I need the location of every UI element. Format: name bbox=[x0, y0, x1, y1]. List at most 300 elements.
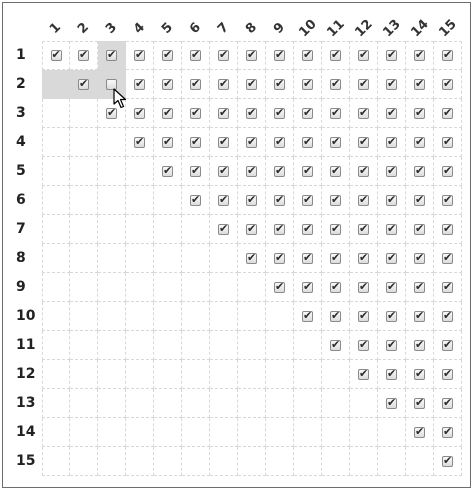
matrix-cell bbox=[126, 244, 154, 273]
matrix-cell[interactable] bbox=[378, 360, 406, 389]
matrix-cell[interactable] bbox=[98, 41, 126, 70]
matrix-cell[interactable] bbox=[350, 215, 378, 244]
matrix-cell bbox=[294, 418, 322, 447]
matrix-cell[interactable] bbox=[322, 273, 350, 302]
matrix-cell bbox=[42, 157, 70, 186]
checkbox-r1-c2[interactable] bbox=[78, 50, 89, 61]
matrix-cell[interactable] bbox=[294, 41, 322, 70]
checkbox-r5-c5[interactable] bbox=[162, 166, 173, 177]
matrix-cell bbox=[322, 360, 350, 389]
checkbox-r1-c1[interactable] bbox=[51, 50, 62, 61]
row-header-10: 10 bbox=[16, 308, 36, 324]
column-header-14 bbox=[406, 12, 434, 44]
row-header-11: 11 bbox=[16, 337, 36, 353]
matrix-cell bbox=[154, 331, 182, 360]
matrix-cell[interactable] bbox=[154, 41, 182, 70]
matrix-cell bbox=[182, 360, 210, 389]
matrix-cell[interactable] bbox=[350, 273, 378, 302]
checkbox-r7-c15[interactable] bbox=[442, 224, 453, 235]
matrix-cell[interactable] bbox=[322, 41, 350, 70]
matrix-cell[interactable] bbox=[154, 157, 182, 186]
matrix-cell[interactable] bbox=[434, 41, 462, 70]
checkbox-r2-c9[interactable] bbox=[274, 79, 285, 90]
matrix-cell[interactable] bbox=[182, 41, 210, 70]
checkbox-r3-c12[interactable] bbox=[358, 108, 369, 119]
checkbox-r1-c3[interactable] bbox=[106, 50, 117, 61]
checkbox-r5-c15[interactable] bbox=[442, 166, 453, 177]
checkbox-r12-c15[interactable] bbox=[442, 369, 453, 380]
matrix-cell[interactable] bbox=[378, 41, 406, 70]
matrix-cell[interactable] bbox=[378, 186, 406, 215]
checkbox-r1-c10[interactable] bbox=[302, 50, 313, 61]
checkbox-r3-c14[interactable] bbox=[414, 108, 425, 119]
matrix-cell[interactable] bbox=[294, 273, 322, 302]
matrix-cell bbox=[378, 447, 406, 476]
checkbox-r4-c6[interactable] bbox=[190, 137, 201, 148]
checkbox-r9-c9[interactable] bbox=[274, 282, 285, 293]
checkbox-r9-c12[interactable] bbox=[358, 282, 369, 293]
matrix-cell[interactable] bbox=[406, 244, 434, 273]
checkbox-r3-c13[interactable] bbox=[386, 108, 397, 119]
checkbox-r11-c15[interactable] bbox=[442, 340, 453, 351]
column-header-label: 8 bbox=[243, 19, 261, 37]
row-header-14: 14 bbox=[16, 424, 36, 440]
checkbox-r7-c12[interactable] bbox=[358, 224, 369, 235]
checkbox-r2-c4[interactable] bbox=[134, 79, 145, 90]
matrix-cell[interactable] bbox=[378, 302, 406, 331]
checkbox-r2-c2[interactable] bbox=[78, 79, 89, 90]
checkbox-r12-c13[interactable] bbox=[386, 369, 397, 380]
checkbox-r13-c15[interactable] bbox=[442, 398, 453, 409]
checkbox-r6-c13[interactable] bbox=[386, 195, 397, 206]
column-header-label: 5 bbox=[159, 19, 177, 37]
checkbox-r10-c14[interactable] bbox=[414, 311, 425, 322]
matrix-cell[interactable] bbox=[182, 157, 210, 186]
matrix-cell[interactable] bbox=[210, 157, 238, 186]
column-header-5 bbox=[154, 12, 182, 44]
matrix-cell[interactable] bbox=[70, 41, 98, 70]
matrix-cell[interactable] bbox=[378, 128, 406, 157]
matrix-cell[interactable] bbox=[182, 186, 210, 215]
matrix-cell bbox=[42, 447, 70, 476]
matrix-cell[interactable] bbox=[434, 186, 462, 215]
row-header-6: 6 bbox=[16, 192, 26, 208]
matrix-cell[interactable] bbox=[434, 273, 462, 302]
checkbox-r2-c11[interactable] bbox=[330, 79, 341, 90]
matrix-cell bbox=[182, 273, 210, 302]
matrix-cell[interactable] bbox=[182, 70, 210, 99]
checkbox-r1-c8[interactable] bbox=[246, 50, 257, 61]
matrix-cell[interactable] bbox=[434, 360, 462, 389]
matrix-cell[interactable] bbox=[434, 70, 462, 99]
matrix-cell[interactable] bbox=[322, 99, 350, 128]
row-header-8: 8 bbox=[16, 250, 26, 266]
matrix-cell[interactable] bbox=[378, 331, 406, 360]
checkbox-r9-c11[interactable] bbox=[330, 282, 341, 293]
matrix-cell[interactable] bbox=[294, 128, 322, 157]
matrix-cell[interactable] bbox=[210, 70, 238, 99]
checkbox-r8-c11[interactable] bbox=[330, 253, 341, 264]
matrix-cell bbox=[154, 389, 182, 418]
matrix-cell[interactable] bbox=[434, 215, 462, 244]
matrix-cell[interactable] bbox=[434, 128, 462, 157]
checkbox-r13-c13[interactable] bbox=[386, 398, 397, 409]
matrix-cell[interactable] bbox=[266, 157, 294, 186]
matrix-cell[interactable] bbox=[154, 128, 182, 157]
matrix-cell[interactable] bbox=[322, 157, 350, 186]
matrix-cell[interactable] bbox=[322, 244, 350, 273]
matrix-cell[interactable] bbox=[238, 41, 266, 70]
matrix-cell[interactable] bbox=[266, 244, 294, 273]
matrix-cell[interactable] bbox=[378, 70, 406, 99]
checkbox-r14-c15[interactable] bbox=[442, 427, 453, 438]
matrix-cell bbox=[266, 418, 294, 447]
matrix-cell bbox=[210, 331, 238, 360]
matrix-cell[interactable] bbox=[322, 302, 350, 331]
checkbox-r5-c9[interactable] bbox=[274, 166, 285, 177]
checkbox-r3-c9[interactable] bbox=[274, 108, 285, 119]
checkbox-r8-c15[interactable] bbox=[442, 253, 453, 264]
matrix-cell[interactable] bbox=[434, 331, 462, 360]
matrix-cell bbox=[238, 302, 266, 331]
matrix-cell[interactable] bbox=[126, 99, 154, 128]
checkbox-r10-c15[interactable] bbox=[442, 311, 453, 322]
matrix-cell[interactable] bbox=[266, 273, 294, 302]
checkbox-r3-c8[interactable] bbox=[246, 108, 257, 119]
checkbox-r2-c7[interactable] bbox=[218, 79, 229, 90]
matrix-cell bbox=[378, 418, 406, 447]
checkbox-r11-c11[interactable] bbox=[330, 340, 341, 351]
matrix-cell bbox=[98, 215, 126, 244]
matrix-cell[interactable] bbox=[378, 389, 406, 418]
checkbox-r5-c13[interactable] bbox=[386, 166, 397, 177]
matrix-cell[interactable] bbox=[378, 99, 406, 128]
matrix-cell[interactable] bbox=[126, 41, 154, 70]
matrix-cell bbox=[210, 418, 238, 447]
matrix-cell bbox=[42, 389, 70, 418]
matrix-cell[interactable] bbox=[266, 41, 294, 70]
matrix-cell[interactable] bbox=[294, 70, 322, 99]
checkbox-r6-c6[interactable] bbox=[190, 195, 201, 206]
matrix-cell bbox=[42, 99, 70, 128]
checkbox-r6-c12[interactable] bbox=[358, 195, 369, 206]
checkbox-r11-c13[interactable] bbox=[386, 340, 397, 351]
matrix-cell[interactable] bbox=[210, 215, 238, 244]
checkbox-r3-c11[interactable] bbox=[330, 108, 341, 119]
matrix-cell[interactable] bbox=[378, 157, 406, 186]
column-header-4 bbox=[126, 12, 154, 44]
matrix-cell[interactable] bbox=[238, 157, 266, 186]
matrix-cell[interactable] bbox=[350, 128, 378, 157]
matrix-cell[interactable] bbox=[210, 186, 238, 215]
column-header-9 bbox=[266, 12, 294, 44]
checkbox-r7-c13[interactable] bbox=[386, 224, 397, 235]
checkbox-r4-c11[interactable] bbox=[330, 137, 341, 148]
matrix-cell bbox=[182, 244, 210, 273]
matrix-cell[interactable] bbox=[406, 215, 434, 244]
checkbox-r8-c13[interactable] bbox=[386, 253, 397, 264]
checkbox-r2-c8[interactable] bbox=[246, 79, 257, 90]
checkbox-r3-c10[interactable] bbox=[302, 108, 313, 119]
matrix-cell[interactable] bbox=[294, 186, 322, 215]
matrix-cell bbox=[70, 360, 98, 389]
matrix-cell bbox=[70, 157, 98, 186]
matrix-cell bbox=[182, 302, 210, 331]
matrix-cell[interactable] bbox=[266, 128, 294, 157]
checkbox-r4-c8[interactable] bbox=[246, 137, 257, 148]
checkbox-r1-c5[interactable] bbox=[162, 50, 173, 61]
checkbox-r1-c9[interactable] bbox=[274, 50, 285, 61]
checkbox-r1-c7[interactable] bbox=[218, 50, 229, 61]
checkbox-r1-c11[interactable] bbox=[330, 50, 341, 61]
matrix-cell bbox=[42, 186, 70, 215]
matrix-cell[interactable] bbox=[322, 186, 350, 215]
matrix-cell bbox=[98, 128, 126, 157]
matrix-cell[interactable] bbox=[350, 360, 378, 389]
matrix-cell[interactable] bbox=[350, 186, 378, 215]
checkbox-r8-c8[interactable] bbox=[246, 253, 257, 264]
matrix-cell[interactable] bbox=[350, 70, 378, 99]
checkbox-r9-c14[interactable] bbox=[414, 282, 425, 293]
checkbox-r6-c9[interactable] bbox=[274, 195, 285, 206]
matrix-cell[interactable] bbox=[238, 99, 266, 128]
checkbox-r8-c9[interactable] bbox=[274, 253, 285, 264]
matrix-cell bbox=[42, 215, 70, 244]
checkbox-r4-c14[interactable] bbox=[414, 137, 425, 148]
matrix-cell bbox=[98, 447, 126, 476]
matrix-cell[interactable] bbox=[42, 41, 70, 70]
matrix-cell[interactable] bbox=[266, 99, 294, 128]
checkbox-r10-c13[interactable] bbox=[386, 311, 397, 322]
matrix-cell bbox=[266, 331, 294, 360]
checkbox-r10-c12[interactable] bbox=[358, 311, 369, 322]
checkbox-r1-c13[interactable] bbox=[386, 50, 397, 61]
matrix-cell[interactable] bbox=[238, 244, 266, 273]
checkbox-r12-c12[interactable] bbox=[358, 369, 369, 380]
matrix-cell[interactable] bbox=[182, 99, 210, 128]
matrix-cell[interactable] bbox=[154, 70, 182, 99]
matrix-cell[interactable] bbox=[434, 157, 462, 186]
checkbox-r5-c7[interactable] bbox=[218, 166, 229, 177]
matrix-cell bbox=[210, 273, 238, 302]
matrix-cell[interactable] bbox=[294, 244, 322, 273]
matrix-cell[interactable] bbox=[434, 418, 462, 447]
checkbox-r5-c12[interactable] bbox=[358, 166, 369, 177]
checkbox-r6-c10[interactable] bbox=[302, 195, 313, 206]
checkbox-r7-c9[interactable] bbox=[274, 224, 285, 235]
matrix-cell[interactable] bbox=[434, 447, 462, 476]
checkbox-r5-c14[interactable] bbox=[414, 166, 425, 177]
matrix-cell bbox=[154, 447, 182, 476]
matrix-cell[interactable] bbox=[238, 70, 266, 99]
matrix-cell[interactable] bbox=[406, 70, 434, 99]
matrix-cell[interactable] bbox=[322, 215, 350, 244]
matrix-cell bbox=[154, 418, 182, 447]
checkbox-r8-c12[interactable] bbox=[358, 253, 369, 264]
matrix-cell[interactable] bbox=[378, 244, 406, 273]
matrix-cell bbox=[210, 360, 238, 389]
checkbox-r4-c12[interactable] bbox=[358, 137, 369, 148]
matrix-cell[interactable] bbox=[406, 128, 434, 157]
checkbox-r14-c14[interactable] bbox=[414, 427, 425, 438]
matrix-cell[interactable] bbox=[350, 302, 378, 331]
matrix-cell bbox=[70, 186, 98, 215]
matrix-cell[interactable] bbox=[322, 128, 350, 157]
matrix-cell[interactable] bbox=[210, 99, 238, 128]
checkbox-r12-c14[interactable] bbox=[414, 369, 425, 380]
column-header-8 bbox=[238, 12, 266, 44]
checkbox-r1-c15[interactable] bbox=[442, 50, 453, 61]
checkbox-r8-c10[interactable] bbox=[302, 253, 313, 264]
matrix-cell[interactable] bbox=[322, 70, 350, 99]
checkbox-r9-c13[interactable] bbox=[386, 282, 397, 293]
matrix-cell[interactable] bbox=[238, 186, 266, 215]
matrix-cell bbox=[154, 186, 182, 215]
matrix-cell[interactable] bbox=[406, 331, 434, 360]
checkbox-r7-c14[interactable] bbox=[414, 224, 425, 235]
checkbox-r4-c10[interactable] bbox=[302, 137, 313, 148]
checkbox-r6-c11[interactable] bbox=[330, 195, 341, 206]
matrix-cell[interactable] bbox=[406, 360, 434, 389]
checkbox-r3-c6[interactable] bbox=[190, 108, 201, 119]
matrix-cell[interactable] bbox=[406, 389, 434, 418]
matrix-cell bbox=[126, 447, 154, 476]
matrix-cell bbox=[42, 418, 70, 447]
matrix-cell[interactable] bbox=[126, 70, 154, 99]
matrix-cell[interactable] bbox=[434, 99, 462, 128]
checkbox-r8-c14[interactable] bbox=[414, 253, 425, 264]
checkbox-r5-c10[interactable] bbox=[302, 166, 313, 177]
checkbox-r5-c11[interactable] bbox=[330, 166, 341, 177]
matrix-cell[interactable] bbox=[434, 302, 462, 331]
checkbox-r7-c7[interactable] bbox=[218, 224, 229, 235]
matrix-cell bbox=[126, 418, 154, 447]
checkbox-r4-c7[interactable] bbox=[218, 137, 229, 148]
checkbox-r6-c7[interactable] bbox=[218, 195, 229, 206]
checkbox-r3-c7[interactable] bbox=[218, 108, 229, 119]
matrix-cell[interactable] bbox=[294, 157, 322, 186]
checkbox-r4-c4[interactable] bbox=[134, 137, 145, 148]
checkbox-r2-c14[interactable] bbox=[414, 79, 425, 90]
matrix-cell bbox=[70, 447, 98, 476]
checkbox-r15-c15[interactable] bbox=[442, 456, 453, 467]
matrix-cell[interactable] bbox=[350, 331, 378, 360]
checkbox-r7-c11[interactable] bbox=[330, 224, 341, 235]
matrix-cell[interactable] bbox=[350, 41, 378, 70]
matrix-cell[interactable] bbox=[322, 331, 350, 360]
matrix-cell[interactable] bbox=[294, 302, 322, 331]
matrix-cell[interactable] bbox=[434, 244, 462, 273]
matrix-cell[interactable] bbox=[406, 273, 434, 302]
matrix-cell bbox=[210, 244, 238, 273]
checkbox-r1-c12[interactable] bbox=[358, 50, 369, 61]
checkbox-r13-c14[interactable] bbox=[414, 398, 425, 409]
matrix-cell[interactable] bbox=[126, 128, 154, 157]
checkbox-r9-c15[interactable] bbox=[442, 282, 453, 293]
checkbox-r4-c13[interactable] bbox=[386, 137, 397, 148]
matrix-cell bbox=[182, 389, 210, 418]
matrix-cell bbox=[322, 418, 350, 447]
matrix-cell[interactable] bbox=[266, 186, 294, 215]
matrix-cell[interactable] bbox=[266, 215, 294, 244]
matrix-cell[interactable] bbox=[350, 99, 378, 128]
checkbox-r3-c4[interactable] bbox=[134, 108, 145, 119]
column-header-6 bbox=[182, 12, 210, 44]
checkbox-r11-c14[interactable] bbox=[414, 340, 425, 351]
matrix-cell[interactable] bbox=[266, 70, 294, 99]
matrix-cell[interactable] bbox=[406, 157, 434, 186]
column-header-label: 13 bbox=[380, 16, 404, 40]
matrix-cell[interactable] bbox=[294, 215, 322, 244]
checkbox-r10-c11[interactable] bbox=[330, 311, 341, 322]
checkbox-r3-c5[interactable] bbox=[162, 108, 173, 119]
matrix-cell bbox=[126, 273, 154, 302]
column-header-12 bbox=[350, 12, 378, 44]
matrix-cell[interactable] bbox=[350, 244, 378, 273]
matrix-cell[interactable] bbox=[406, 41, 434, 70]
column-header-15 bbox=[434, 12, 462, 44]
checkbox-r11-c12[interactable] bbox=[358, 340, 369, 351]
column-header-label: 14 bbox=[408, 16, 432, 40]
matrix-cell bbox=[238, 331, 266, 360]
matrix-cell[interactable] bbox=[434, 389, 462, 418]
checkbox-r1-c6[interactable] bbox=[190, 50, 201, 61]
checkbox-r10-c10[interactable] bbox=[302, 311, 313, 322]
matrix-cell[interactable] bbox=[350, 157, 378, 186]
matrix-cell[interactable] bbox=[406, 418, 434, 447]
matrix-cell[interactable] bbox=[154, 99, 182, 128]
checkbox-r6-c14[interactable] bbox=[414, 195, 425, 206]
matrix-cell[interactable] bbox=[406, 99, 434, 128]
checkbox-r2-c12[interactable] bbox=[358, 79, 369, 90]
matrix-cell[interactable] bbox=[406, 302, 434, 331]
checkbox-r2-c5[interactable] bbox=[162, 79, 173, 90]
matrix-cell[interactable] bbox=[238, 215, 266, 244]
checkbox-r7-c10[interactable] bbox=[302, 224, 313, 235]
row-header-2: 2 bbox=[16, 76, 26, 92]
checkbox-r5-c8[interactable] bbox=[246, 166, 257, 177]
checkbox-r9-c10[interactable] bbox=[302, 282, 313, 293]
matrix-cell[interactable] bbox=[210, 41, 238, 70]
row-header-7: 7 bbox=[16, 221, 26, 237]
checkbox-r2-c6[interactable] bbox=[190, 79, 201, 90]
checkbox-r2-c10[interactable] bbox=[302, 79, 313, 90]
matrix-cell bbox=[210, 302, 238, 331]
matrix-cell[interactable] bbox=[210, 128, 238, 157]
checkbox-r4-c5[interactable] bbox=[162, 137, 173, 148]
matrix-cell[interactable] bbox=[406, 186, 434, 215]
checkbox-r5-c6[interactable] bbox=[190, 166, 201, 177]
matrix-cell[interactable] bbox=[70, 70, 98, 99]
checkbox-r2-c13[interactable] bbox=[386, 79, 397, 90]
matrix-cell[interactable] bbox=[378, 215, 406, 244]
checkbox-r7-c8[interactable] bbox=[246, 224, 257, 235]
checkbox-r6-c8[interactable] bbox=[246, 195, 257, 206]
checkbox-r6-c15[interactable] bbox=[442, 195, 453, 206]
matrix-cell[interactable] bbox=[294, 99, 322, 128]
matrix-cell bbox=[126, 331, 154, 360]
matrix-cell[interactable] bbox=[182, 128, 210, 157]
checkbox-r1-c14[interactable] bbox=[414, 50, 425, 61]
checkbox-r4-c15[interactable] bbox=[442, 137, 453, 148]
checkbox-r4-c9[interactable] bbox=[274, 137, 285, 148]
matrix-cell bbox=[42, 128, 70, 157]
matrix-cell[interactable] bbox=[238, 128, 266, 157]
checkbox-r1-c4[interactable] bbox=[134, 50, 145, 61]
checkbox-r2-c15[interactable] bbox=[442, 79, 453, 90]
matrix-cell[interactable] bbox=[378, 273, 406, 302]
checkbox-r3-c15[interactable] bbox=[442, 108, 453, 119]
